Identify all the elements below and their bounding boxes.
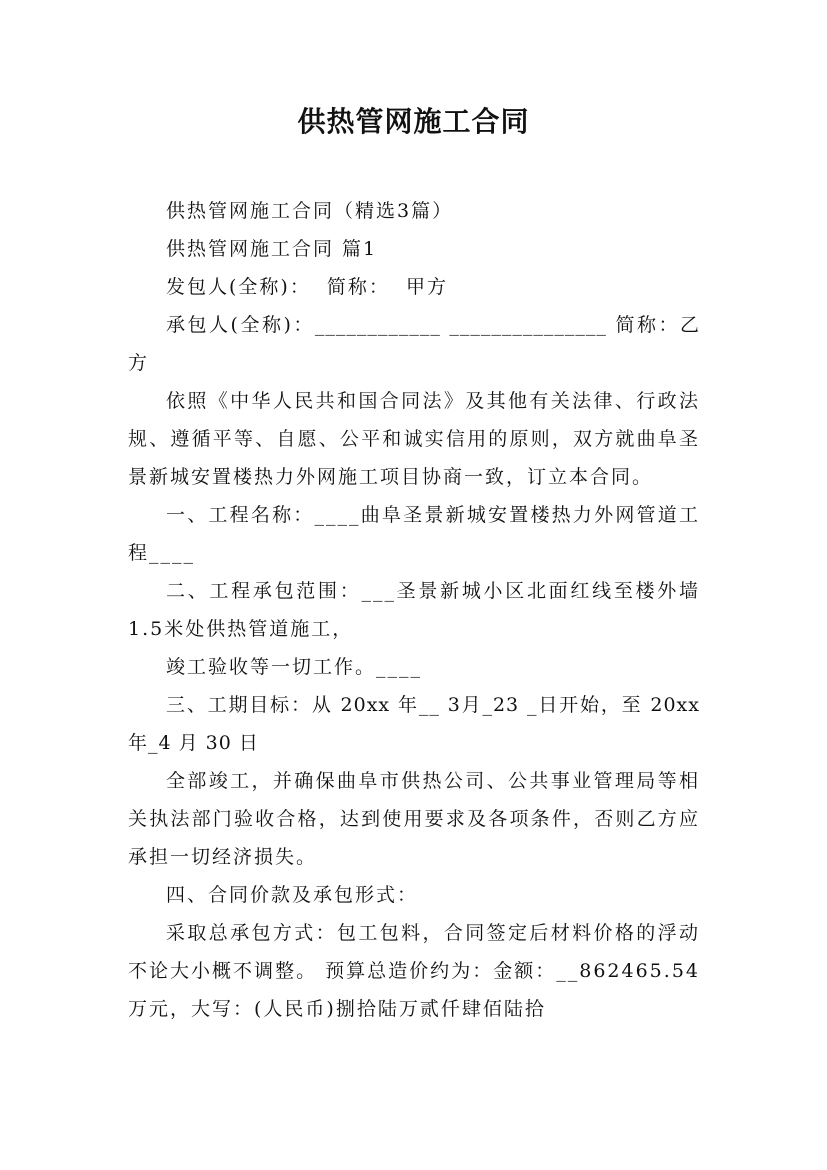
paragraph-scope-continued: 竣工验收等一切工作。____ (166, 656, 423, 678)
paragraph-price-detail: 采取总承包方式：包工包料，合同签定后材料价格的浮动不论大小概不调整。 预算总造价约为：金额：__862465.54万元，大写：(人民币)捌拾陆万贰仟肆佰陆拾 (128, 922, 700, 1020)
paragraph-price-heading: 四、合同价款及承包形式： (166, 884, 419, 906)
paragraph-subtitle: 供热管网施工合同（精选3篇） (166, 200, 454, 222)
paragraph-preamble: 依照《中华人民共和国合同法》及其他有关法律、行政法规、遵循平等、自愿、公平和诚实信用的原则，双方就曲阜圣景新城安置楼热力外网施工项目协商一致，订立本合同。 (128, 390, 700, 488)
paragraph-scope: 二、工程承包范围：___圣景新城小区北面红线至楼外墙1.5米处供热管道施工， (128, 580, 700, 640)
paragraph-completion: 全部竣工，并确保曲阜市供热公司、公共事业管理局等相关执法部门验收合格，达到使用要求及各项条件，否则乙方应承担一切经济损失。 (128, 770, 700, 868)
paragraph-employer: 发包人(全称)： 简称： 甲方 (166, 276, 448, 298)
paragraph-schedule: 三、工期目标：从 20xx 年__ 3月_23 _日开始，至 20xx 年_4 月 30 日 (128, 694, 708, 754)
document-title: 供热管网施工合同 (297, 105, 530, 138)
document-body (128, 192, 708, 1028)
paragraph-project-name: 一、工程名称：____曲阜圣景新城安置楼热力外网管道工程____ (128, 504, 700, 564)
paragraph-part-heading: 供热管网施工合同 篇1 (166, 238, 378, 260)
paragraph-contractor: 承包人(全称)：____________ _______________ 简称：乙方 (128, 314, 700, 374)
